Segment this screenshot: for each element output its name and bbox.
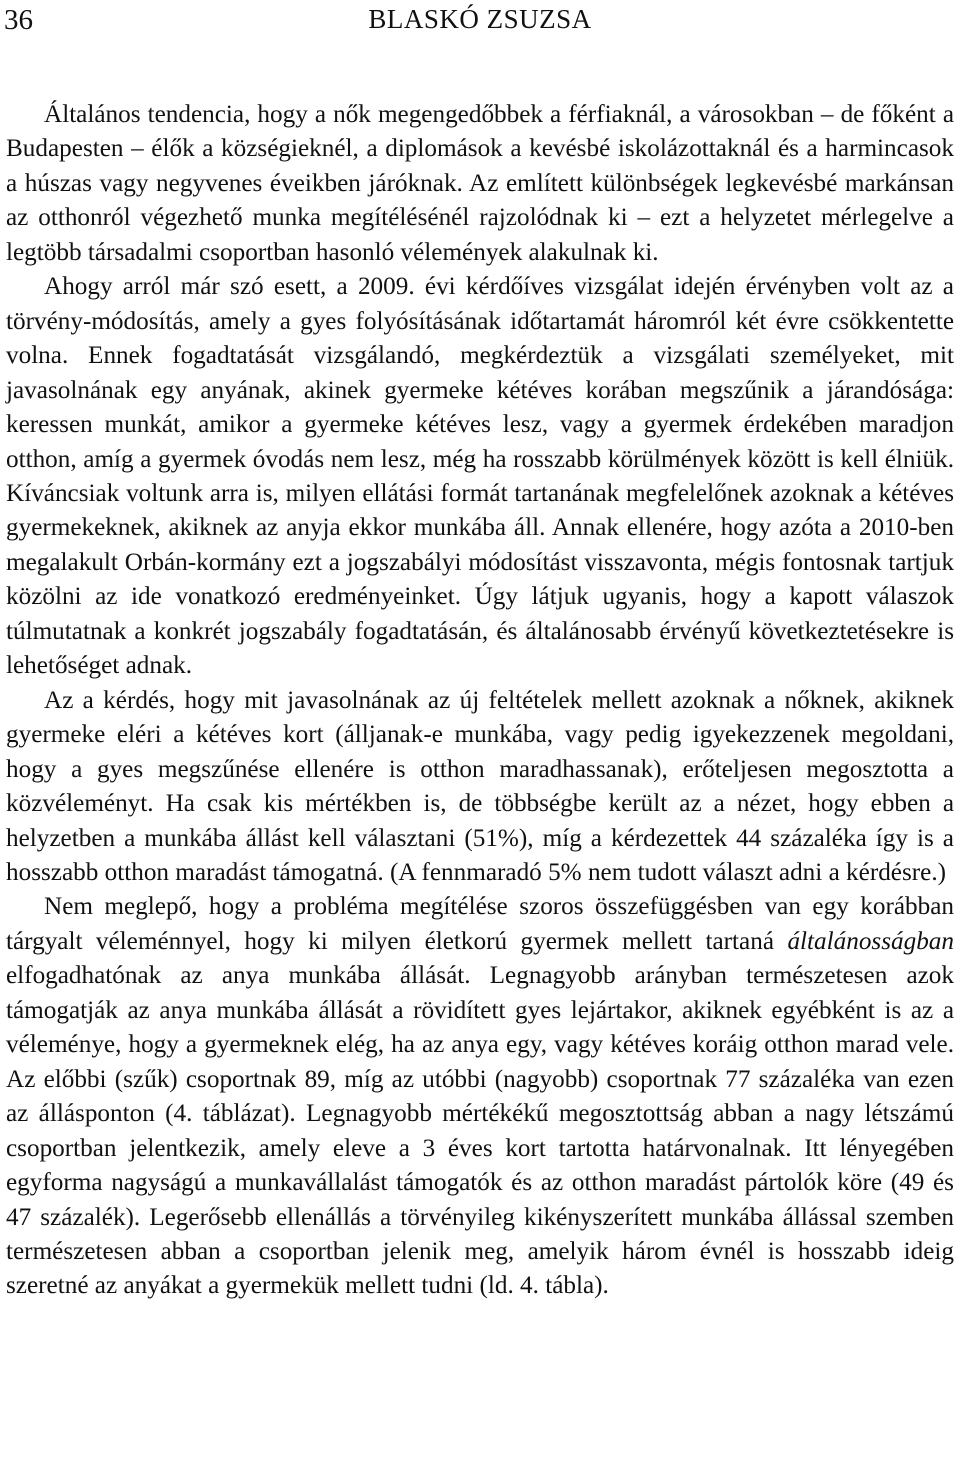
paragraph-3: Az a kérdés, hogy mit javasolnának az új feltételek mellett azoknak a nőknek, akiknek gyermeke eléri a kétéves kort (álljanak-e munkába, vagy pedig igyekezzenek megoldani, hogy a gyes megszűnése ellenére is otthon maradhassanak), erőteljesen megosztotta a közvéleményt. Ha csak kis mértékben is, de többségbe került az a nézet, hogy ebben a helyzetben a munkába állást kell választani (51%), míg a kérdezettek 44 százaléka így is a hosszabb otthon maradást támogatná. (A fennmaradó 5% nem tudott választ adni a kérdésre.) [6, 686, 954, 886]
paragraph-2: Ahogy arról már szó esett, a 2009. évi kérdőíves vizsgálat idején érvényben volt az a törvény-módosítás, amely a gyes folyósításának időtartamát háromról két évre csökkentette volna. Ennek fogadtatását vizsgálandó, megkérdeztük a vizsgálati személyeket, mit javasolnának egy anyának, akinek gyermeke kétéves korában megszűnik a járandósága: keressen munkát, amikor a gyermeke kétéves lesz, vagy a gyermek érdekében maradjon otthon, amíg a gyermek óvodás nem lesz, még ha rosszabb körülmények között is kell élniük. Kíváncsiak voltunk arra is, milyen ellátási formát tartanának megfelelőnek azoknak a kétéves gyermekeknek, akiknek az anyja ekkor munkába áll. Annak ellenére, hogy azóta a 2010-ben megalakult Orbán-kormány ezt a jogszabályi módosítást visszavonta, mégis fontosnak tartjuk közölni az ide vonatkozó eredményeinket. Úgy látjuk ugyanis, hogy a kapott válaszok túlmutatnak a konkrét jogszabály fogadtatásán, és általánosabb érvényű következtetésekre is lehetőséget adnak. [6, 273, 954, 680]
paragraph-4-text-end: elfogadhatónak az anya munkába állását. Legnagyobb arányban természetesen azok támogatják az anya munkába állását a rövidített gyes lejártakor, akiknek egyébként is az a véleménye, hogy a gyermeknek elég, ha az anya egy, vagy kétéves koráig otthon marad vele. Az előbbi (szűk) csoportnak 89, míg az utóbbi (nagyobb) csoportnak 77 százaléka van ezen az állásponton (4. táblázat). Legnagyobb mértékékű megosztottság abban a nagy létszámú csoportban jelentkezik, amely eleve a 3 éves kort tartotta határvonalnak. Itt lényegében egyforma nagyságú a munkavállalást támogatók és az otthon maradást pártolók köre (49 és 47 százalék). Legerősebb ellenállás a törvényileg kikényszerített munkába állással szemben természetesen abban a csoportban jelenik meg, amelyik három évnél is hosszabb ideig szeretné az anyákat a gyermekük mellett tudni (ld. 4. tábla). [6, 962, 954, 1300]
page-number: 36 [4, 4, 33, 36]
paragraph-4-emphasis: általánosságban [787, 927, 954, 955]
paragraph-4 [6, 890, 954, 1303]
paragraph-1: Általános tendencia, hogy a nők megengedőbbek a férfiaknál, a városokban – de főként a Budapesten – élők a községieknél, a diplomások a kevésbé iskolázottaknál és a harmincasok a húszas vagy negyvenes éveikben járóknak. Az említett különbségek legkevésbé markánsan az otthonról végezhető munka megítélésénél rajzolódnak ki – ezt a helyzetet mérlegelve a legtöbb társadalmi csoportban hasonló vélemények alakulnak ki. [6, 101, 954, 266]
running-head: BLASKÓ ZSUZSA [368, 4, 592, 34]
paragraph-4-text-start: Nem meglepő, hogy a probléma megítélése szoros összefüggésben van egy korábban tárgyalt véleménnyel, hogy ki milyen életkorú gyermek mellett tartaná [6, 893, 954, 955]
page-header [0, 0, 960, 40]
body-text [6, 98, 954, 1304]
